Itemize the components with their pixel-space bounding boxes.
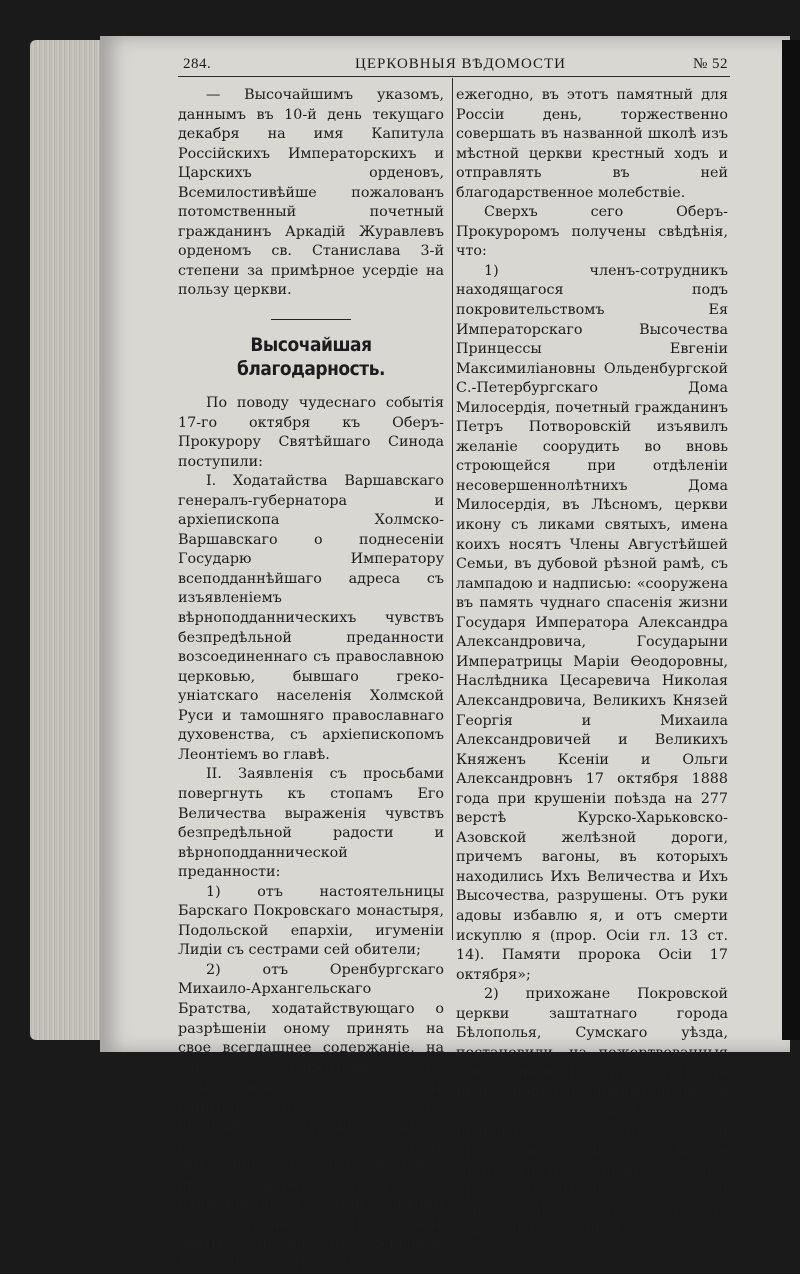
journal-title: ЦЕРКОВНЫЯ ВѢДОМОСТИ	[355, 56, 566, 72]
page-number: 284.	[183, 56, 212, 72]
page-gutter-shadow	[782, 40, 800, 1040]
issue-number: № 52	[692, 56, 728, 72]
decree-paragraph: — Высочайшимъ указомъ, даннымъ въ 10-й день текущаго декабря на имя Капитула Россійскихъ Императорскихъ и Царскихъ орденовъ, Всемилостивѣйше пожалованъ потомственный почетный гражданинъ Аркадій Журавлевъ орденомъ св. Станислава 3-й степени за примѣрное усердіе на пользу церкви.	[178, 87, 444, 299]
section-separator	[271, 319, 351, 320]
item-2-paragraph: II. Заявленія съ просьбами повергнуть къ стопамъ Его Величества выраженія чувствъ безпредѣльной радости и вѣрноподданнической преданности:	[178, 766, 444, 881]
column-divider	[452, 78, 453, 940]
right-column	[456, 86, 728, 1239]
sub-item-2-paragraph: 2) отъ Оренбургскаго Михаило-Архангельскаго Братства, ходатайствующаго о разрѣшеніи оному принять на свое всегдашнее содержаніе, на счетъ процентовъ съ отчисленнаго Братствомъ капитала въ 3,000 руб., инородческую чувашскую школу во вновь открытомъ Биккузинскомъ (Сыргуязскомъ) приходѣ, Оренбургскаго уѣзда, съ наименованіемъ этой школы Космо-Даміанскою въ память святыхъ, празднуемыхъ церковью 17 октября, съ тѣмъ, чтобы	[178, 961, 444, 1272]
report-item-2-paragraph: 2) прихожане Покровской церкви заштатнаго города Бѣлополья, Сумскаго уѣзда, постановили, на пожертвованныя ими деньги 100 руб., устроить икону, подъ серебряною ризою, съ написаніемъ ликовъ святаго пророка Осіи и преподобномученика Андрея Критскаго и съ надписью: «отъ прихожанъ Покровской церкви города Бѣлополья въ память чудеснаго спасенія Всемогу-	[456, 986, 728, 1237]
intro-paragraph: По поводу чудеснаго событія 17-го октября къ Оберъ-Прокурору Святѣйшаго Синода поступили:	[178, 395, 444, 470]
section-heading: Высочайшая благодарность.	[236, 335, 386, 381]
sub-item-1-paragraph: 1) отъ настоятельницы Барскаго Покровскаго монастыря, Подольской епархіи, игуменіи Лидіи съ сестрами сей обители;	[178, 883, 444, 959]
report-intro-paragraph: Сверхъ сего Оберъ-Прокуроромъ получены свѣдѣнія, что:	[456, 204, 728, 260]
running-header	[183, 56, 728, 78]
item-1-paragraph: I. Ходатайства Варшавскаго генералъ-губернатора и архіепископа Холмско-Варшавскаго о поднесеніи Государю Императору всеподданнѣйшаго адреса съ изъявленіемъ вѣрноподданническихъ чувствъ безпредѣльной преданности возсоединеннаго съ православною церковью, бывшаго греко-уніатскаго населенія Холмской Руси и тамошняго православнаго духовенства, съ архіепископомъ Леонтіемъ во главѣ.	[178, 473, 444, 763]
header-rule	[178, 76, 730, 77]
continuation-paragraph: ежегодно, въ этотъ памятный для Россіи день, торжественно совершать въ названной школѣ изъ мѣстной церкви крестный ходъ и отправлять въ ней благодарственное молебствіе.	[456, 87, 728, 201]
left-column	[178, 86, 444, 1274]
report-item-1-paragraph: 1) членъ-сотрудникъ находящагося подъ покровительствомъ Ея Императорскаго Высочества Принцессы Евгеніи Максимиліановны Ольденбургской С.-Петербургскаго Дома Милосердія, почетный гражданинъ Петръ Потворовскій изъявилъ желаніе соорудить во вновь строющейся при отдѣленіи несовершеннолѣтнихъ Дома Милосердія, въ Лѣсномъ, церкви икону съ ликами святыхъ, имена коихъ носятъ Члены Августѣйшей Семьи, въ дубовой рѣзной рамѣ, съ лампадою и надписью: «сооружена въ память чуднаго спасенія жизни Государя Императора Александра Александровича, Государыни Императрицы Маріи Ѳеодоровны, Наслѣдника Цесаревича Николая Александровича, Великихъ Князей Георгія и Михаила Александровичей и Великихъ Княженъ Ксеніи и Ольги Александровнъ 17 октября 1888 года при крушеніи поѣзда на 277 верстѣ Курско-Харьковско-Азовской желѣзной дороги, причемъ вагоны, въ которыхъ находились Ихъ Величества и Ихъ Высочества, разрушены. Отъ руки адовы избавлю я, и отъ смерти искуплю я (прор. Осіи гл. 13 ст. 14). Памяти пророка Осіи 17 октября»;	[456, 262, 728, 983]
